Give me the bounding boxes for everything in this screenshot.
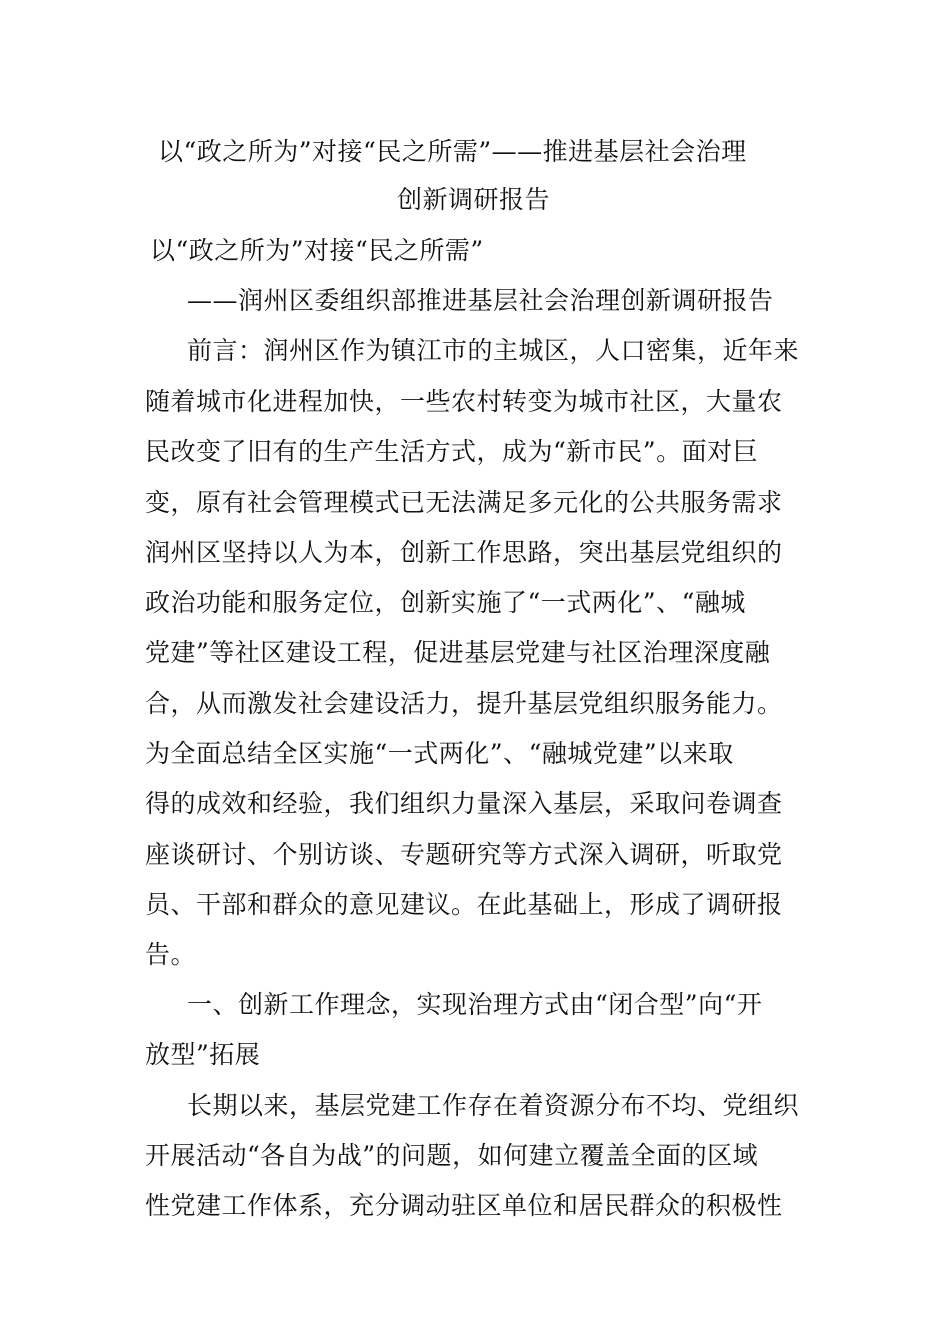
preface-line: 前言：润州区作为镇江市的主城区，人口密集，近年来 <box>187 336 800 365</box>
preface-line: 政治功能和服务定位，创新实施了“一式两化”、“融城 <box>145 588 746 617</box>
section-heading-line: 一、创新工作理念，实现治理方式由“闭合型”向“开 <box>187 990 763 1019</box>
preface-line: 随着城市化进程加快，一些农村转变为城市社区，大量农 <box>145 387 783 416</box>
preface-line: 告。 <box>145 940 197 969</box>
preface-line: 得的成效和经验，我们组织力量深入基层，采取问卷调查 <box>145 789 783 818</box>
section-body-line: 性党建工作体系，充分调动驻区单位和居民群众的积极性 <box>145 1191 783 1220</box>
doc-title-line-2: 创新调研报告 <box>397 185 551 214</box>
preface-line: 党建”等社区建设工程，促进基层党建与社区治理深度融 <box>145 638 771 667</box>
doc-title-line-1: 以“政之所为”对接“民之所需”——推进基层社会治理 <box>158 137 747 166</box>
preface-line: 员、干部和群众的意见建议。在此基础上，形成了调研报 <box>145 890 783 919</box>
preface-line: 变，原有社会管理模式已无法满足多元化的公共服务需求 <box>145 488 783 517</box>
section-heading-line: 放型”拓展 <box>145 1040 261 1069</box>
doc-subtitle-line-1: 以“政之所为”对接“民之所需” <box>150 236 484 265</box>
preface-line: 为全面总结全区实施“一式两化”、“融城党建”以来取 <box>145 739 734 768</box>
preface-line: 润州区坚持以人为本，创新工作思路，突出基层党组织的 <box>145 538 783 567</box>
preface-line: 民改变了旧有的生产生活方式，成为“新市民”。面对巨 <box>145 437 759 466</box>
doc-subtitle-line-2: ——润州区委组织部推进基层社会治理创新调研报告 <box>187 286 774 315</box>
preface-line: 座谈研讨、个别访谈、专题研究等方式深入调研，听取党 <box>145 840 783 869</box>
section-body-line: 开展活动“各自为战”的问题，如何建立覆盖全面的区域 <box>145 1141 759 1170</box>
section-body-line: 长期以来，基层党建工作存在着资源分布不均、党组织 <box>187 1091 800 1120</box>
preface-line: 合，从而激发社会建设活力，提升基层党组织服务能力。 <box>145 689 783 718</box>
